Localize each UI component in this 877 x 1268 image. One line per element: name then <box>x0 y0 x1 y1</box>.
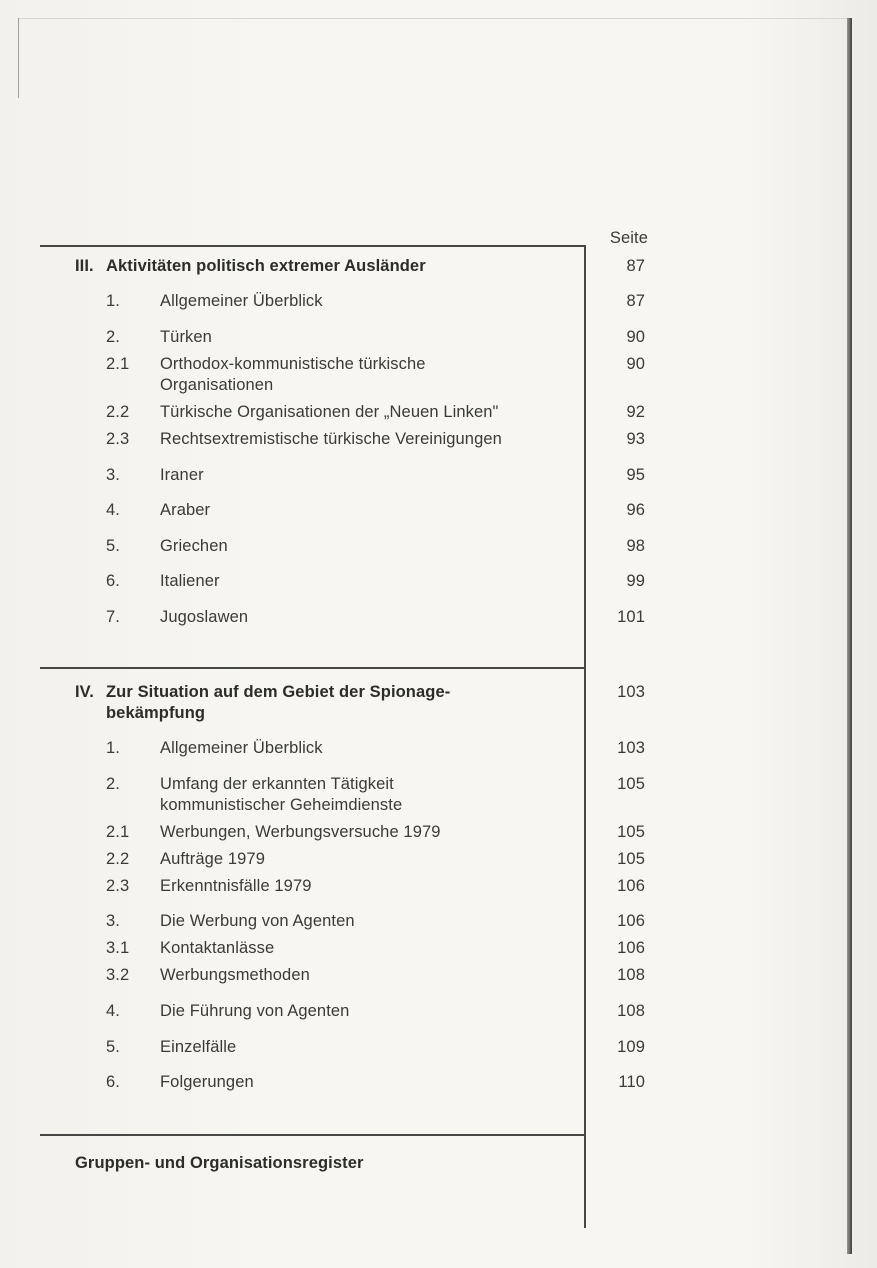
entry-number: 2.3 <box>106 430 130 448</box>
entry-title: Araber <box>160 501 211 519</box>
entry-title: Einzelfälle <box>160 1038 237 1056</box>
entry-number: 2.2 <box>106 850 130 868</box>
entry-title: Türken <box>160 328 212 346</box>
entry-page: 92 <box>626 403 645 421</box>
entry-title: Umfang der erkannten Tätigkeit <box>160 775 394 793</box>
entry-number: 3. <box>106 466 120 484</box>
column-divider <box>584 245 586 1228</box>
page-column-header: Seite <box>609 229 648 247</box>
section-number: IV. <box>75 683 94 701</box>
section-rule-bottom <box>40 1134 586 1136</box>
entry-title: Allgemeiner Überblick <box>160 292 323 310</box>
entry-number: 1. <box>106 292 120 310</box>
entry-number: 3.2 <box>106 966 130 984</box>
entry-title: Rechtsextremistische türkische Vereinigungen <box>160 430 502 448</box>
entry-number: 2.1 <box>106 355 130 373</box>
entry-page: 106 <box>617 912 645 930</box>
entry-title: Türkische Organisationen der „Neuen Linken" <box>160 403 499 421</box>
entry-page: 101 <box>617 608 645 626</box>
entry-number: 7. <box>106 608 120 626</box>
entry-title: Iraner <box>160 466 204 484</box>
section-rule-top <box>40 245 586 247</box>
entry-title: Italiener <box>160 572 220 590</box>
entry-title: Die Führung von Agenten <box>160 1002 350 1020</box>
entry-number: 1. <box>106 739 120 757</box>
entry-page: 105 <box>617 823 645 841</box>
entry-page: 106 <box>617 877 645 895</box>
entry-page: 95 <box>626 466 645 484</box>
entry-number: 3. <box>106 912 120 930</box>
section-number: III. <box>75 257 94 275</box>
section-title: Zur Situation auf dem Gebiet der Spionage- <box>106 683 451 701</box>
entry-number: 6. <box>106 572 120 590</box>
entry-title: Kontaktanlässe <box>160 939 275 957</box>
entry-title: Aufträge 1979 <box>160 850 265 868</box>
entry-number: 2.1 <box>106 823 130 841</box>
entry-page: 106 <box>617 939 645 957</box>
entry-page: 93 <box>626 430 645 448</box>
entry-page: 90 <box>626 328 645 346</box>
entry-page: 98 <box>626 537 645 555</box>
entry-title: Die Werbung von Agenten <box>160 912 355 930</box>
section-title-continued: bekämpfung <box>106 704 206 722</box>
entry-page: 99 <box>626 572 645 590</box>
entry-title: Jugoslawen <box>160 608 249 626</box>
register-title: Gruppen- und Organisationsregister <box>75 1154 364 1172</box>
entry-number: 5. <box>106 537 120 555</box>
entry-number: 3.1 <box>106 939 130 957</box>
section-page: 87 <box>626 257 645 275</box>
entry-number: 2.3 <box>106 877 130 895</box>
section-page: 103 <box>617 683 645 701</box>
page-binding-edge <box>847 18 852 1254</box>
entry-page: 110 <box>618 1073 645 1091</box>
page-top-edge <box>18 18 850 19</box>
entry-page: 108 <box>617 1002 645 1020</box>
entry-page: 103 <box>617 739 645 757</box>
entry-number: 2.2 <box>106 403 130 421</box>
entry-number: 5. <box>106 1038 120 1056</box>
entry-title: Orthodox-kommunistische türkische <box>160 355 426 373</box>
entry-title-continued: kommunistischer Geheimdienste <box>160 796 403 814</box>
entry-page: 96 <box>626 501 645 519</box>
entry-page: 87 <box>626 292 645 310</box>
entry-number: 2. <box>106 775 120 793</box>
entry-title: Werbungsmethoden <box>160 966 310 984</box>
entry-number: 6. <box>106 1073 120 1091</box>
section-rule-middle <box>40 667 586 669</box>
entry-number: 4. <box>106 501 120 519</box>
entry-page: 105 <box>617 775 645 793</box>
page-left-edge <box>18 18 19 98</box>
entry-page: 108 <box>617 966 645 984</box>
entry-title: Folgerungen <box>160 1073 254 1091</box>
entry-title: Griechen <box>160 537 228 555</box>
entry-page: 105 <box>617 850 645 868</box>
entry-number: 4. <box>106 1002 120 1020</box>
entry-title-continued: Organisationen <box>160 376 274 394</box>
entry-page: 109 <box>617 1038 645 1056</box>
entry-page: 90 <box>626 355 645 373</box>
entry-title: Allgemeiner Überblick <box>160 739 323 757</box>
entry-title: Werbungen, Werbungsversuche 1979 <box>160 823 441 841</box>
section-title: Aktivitäten politisch extremer Ausländer <box>106 257 426 275</box>
entry-title: Erkenntnisfälle 1979 <box>160 877 312 895</box>
entry-number: 2. <box>106 328 120 346</box>
